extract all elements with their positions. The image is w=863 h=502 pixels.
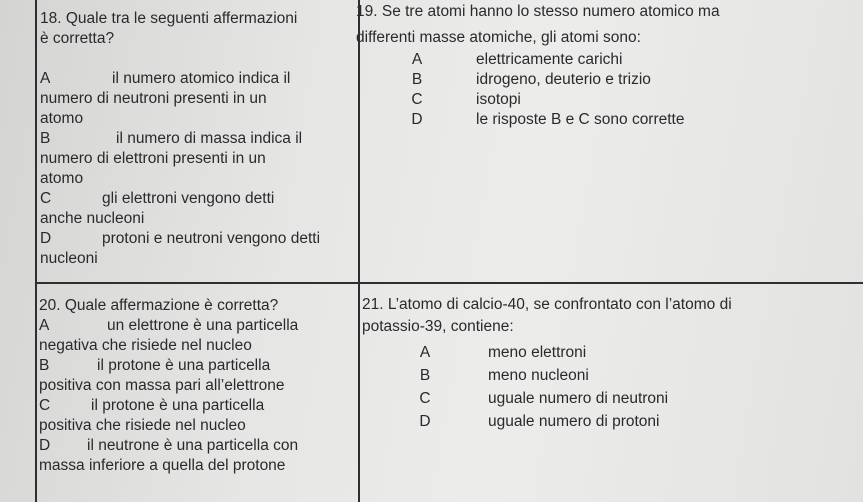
outer-left-border bbox=[35, 0, 37, 502]
q18-option-c-letter: C bbox=[40, 190, 52, 207]
q20-option-a-line1: un elettrone è una particella bbox=[107, 317, 299, 334]
q18-option-d[interactable] bbox=[40, 229, 356, 269]
q19-option-a[interactable] bbox=[358, 50, 863, 70]
q21-option-c-letter: C bbox=[419, 390, 431, 407]
q18-option-b-line2: numero di elettroni presenti in un bbox=[40, 150, 266, 167]
q18-option-d-line1: protoni e neutroni vengono detti bbox=[102, 230, 321, 247]
q20-title: 20. Quale affermazione è corretta? bbox=[39, 297, 279, 314]
q18-option-b[interactable] bbox=[40, 129, 356, 189]
q21-option-a-text: meno elettroni bbox=[488, 344, 587, 361]
q21-option-b[interactable] bbox=[362, 364, 862, 387]
q20-option-d[interactable] bbox=[39, 436, 357, 476]
q19-option-c-letter: C bbox=[411, 91, 423, 108]
q20-option-a-letter: A bbox=[39, 317, 50, 334]
q19-option-d[interactable] bbox=[358, 110, 863, 130]
q19-option-a-text: elettricamente carichi bbox=[476, 51, 623, 68]
q19-option-b-letter: B bbox=[411, 71, 423, 88]
q20-option-b-line2: positiva con massa pari all’elettrone bbox=[39, 377, 285, 394]
q21-option-c[interactable] bbox=[362, 387, 862, 410]
q19-title-line1: 19. Se tre atomi hanno lo stesso numero atomico ma bbox=[356, 3, 720, 20]
question-21 bbox=[362, 295, 862, 433]
q18-title-line2: è corretta? bbox=[40, 30, 115, 47]
q21-option-c-text: uguale numero di neutroni bbox=[488, 390, 669, 407]
q18-option-c-line2: anche nucleoni bbox=[40, 210, 145, 227]
q21-option-d-letter: D bbox=[419, 413, 431, 430]
q20-option-d-line2: massa inferiore a quella del protone bbox=[39, 457, 286, 474]
q21-option-d[interactable] bbox=[362, 410, 862, 433]
q19-options bbox=[358, 50, 863, 130]
q19-title-line2: differenti masse atomiche, gli atomi sono: bbox=[356, 29, 641, 46]
q18-option-a-line3: atomo bbox=[40, 110, 84, 127]
q18-option-a-line1: il numero atomico indica il bbox=[112, 70, 291, 87]
q20-option-c[interactable] bbox=[39, 396, 357, 436]
q19-option-c-text: isotopi bbox=[476, 91, 521, 108]
question-20 bbox=[39, 296, 357, 476]
question-19 bbox=[358, 2, 863, 130]
q20-option-a[interactable] bbox=[39, 316, 357, 356]
q21-option-b-text: meno nucleoni bbox=[488, 367, 589, 384]
q18-option-a[interactable] bbox=[40, 69, 356, 129]
q19-option-d-text: le risposte B e C sono corrette bbox=[476, 111, 685, 128]
q20-option-a-line2: negativa che risiede nel nucleo bbox=[39, 337, 252, 354]
row-divider bbox=[35, 282, 863, 284]
q20-option-c-letter: C bbox=[39, 397, 51, 414]
q21-options bbox=[362, 341, 862, 433]
q21-option-d-text: uguale numero di protoni bbox=[488, 413, 660, 430]
q19-option-d-letter: D bbox=[411, 111, 423, 128]
q21-option-a[interactable] bbox=[362, 341, 862, 364]
q20-option-c-line1: il protone è una particella bbox=[91, 397, 265, 414]
q20-option-d-letter: D bbox=[39, 437, 51, 454]
q20-option-d-line1: il neutrone è una particella con bbox=[87, 437, 299, 454]
q21-option-b-letter: B bbox=[419, 367, 431, 384]
q19-option-b-text: idrogeno, deuterio e trizio bbox=[476, 71, 651, 88]
q18-option-b-letter: B bbox=[40, 130, 51, 147]
q19-option-b[interactable] bbox=[358, 70, 863, 90]
question-18 bbox=[40, 9, 356, 269]
q18-option-b-line1: il numero di massa indica il bbox=[116, 130, 303, 147]
q18-option-c[interactable] bbox=[40, 189, 356, 229]
q20-option-b[interactable] bbox=[39, 356, 357, 396]
q18-option-d-line2: nucleoni bbox=[40, 250, 98, 267]
q20-option-b-line1: il protone è una particella bbox=[97, 357, 271, 374]
q21-title-line2: potassio-39, contiene: bbox=[362, 318, 514, 335]
q20-option-b-letter: B bbox=[39, 357, 50, 374]
q18-option-a-line2: numero di neutroni presenti in un bbox=[40, 90, 267, 107]
q18-option-a-letter: A bbox=[40, 70, 51, 87]
q18-option-c-line1: gli elettroni vengono detti bbox=[102, 190, 275, 207]
q19-option-c[interactable] bbox=[358, 90, 863, 110]
q20-option-c-line2: positiva che risiede nel nucleo bbox=[39, 417, 246, 434]
q19-option-a-letter: A bbox=[411, 51, 423, 68]
q18-option-d-letter: D bbox=[40, 230, 52, 247]
q18-option-b-line3: atomo bbox=[40, 170, 84, 187]
q18-title-line1: 18. Quale tra le seguenti affermazioni bbox=[40, 10, 298, 27]
q21-title-line1: 21. L’atomo di calcio-40, se confrontato con l’atomo di bbox=[362, 296, 732, 313]
q21-option-a-letter: A bbox=[419, 344, 431, 361]
